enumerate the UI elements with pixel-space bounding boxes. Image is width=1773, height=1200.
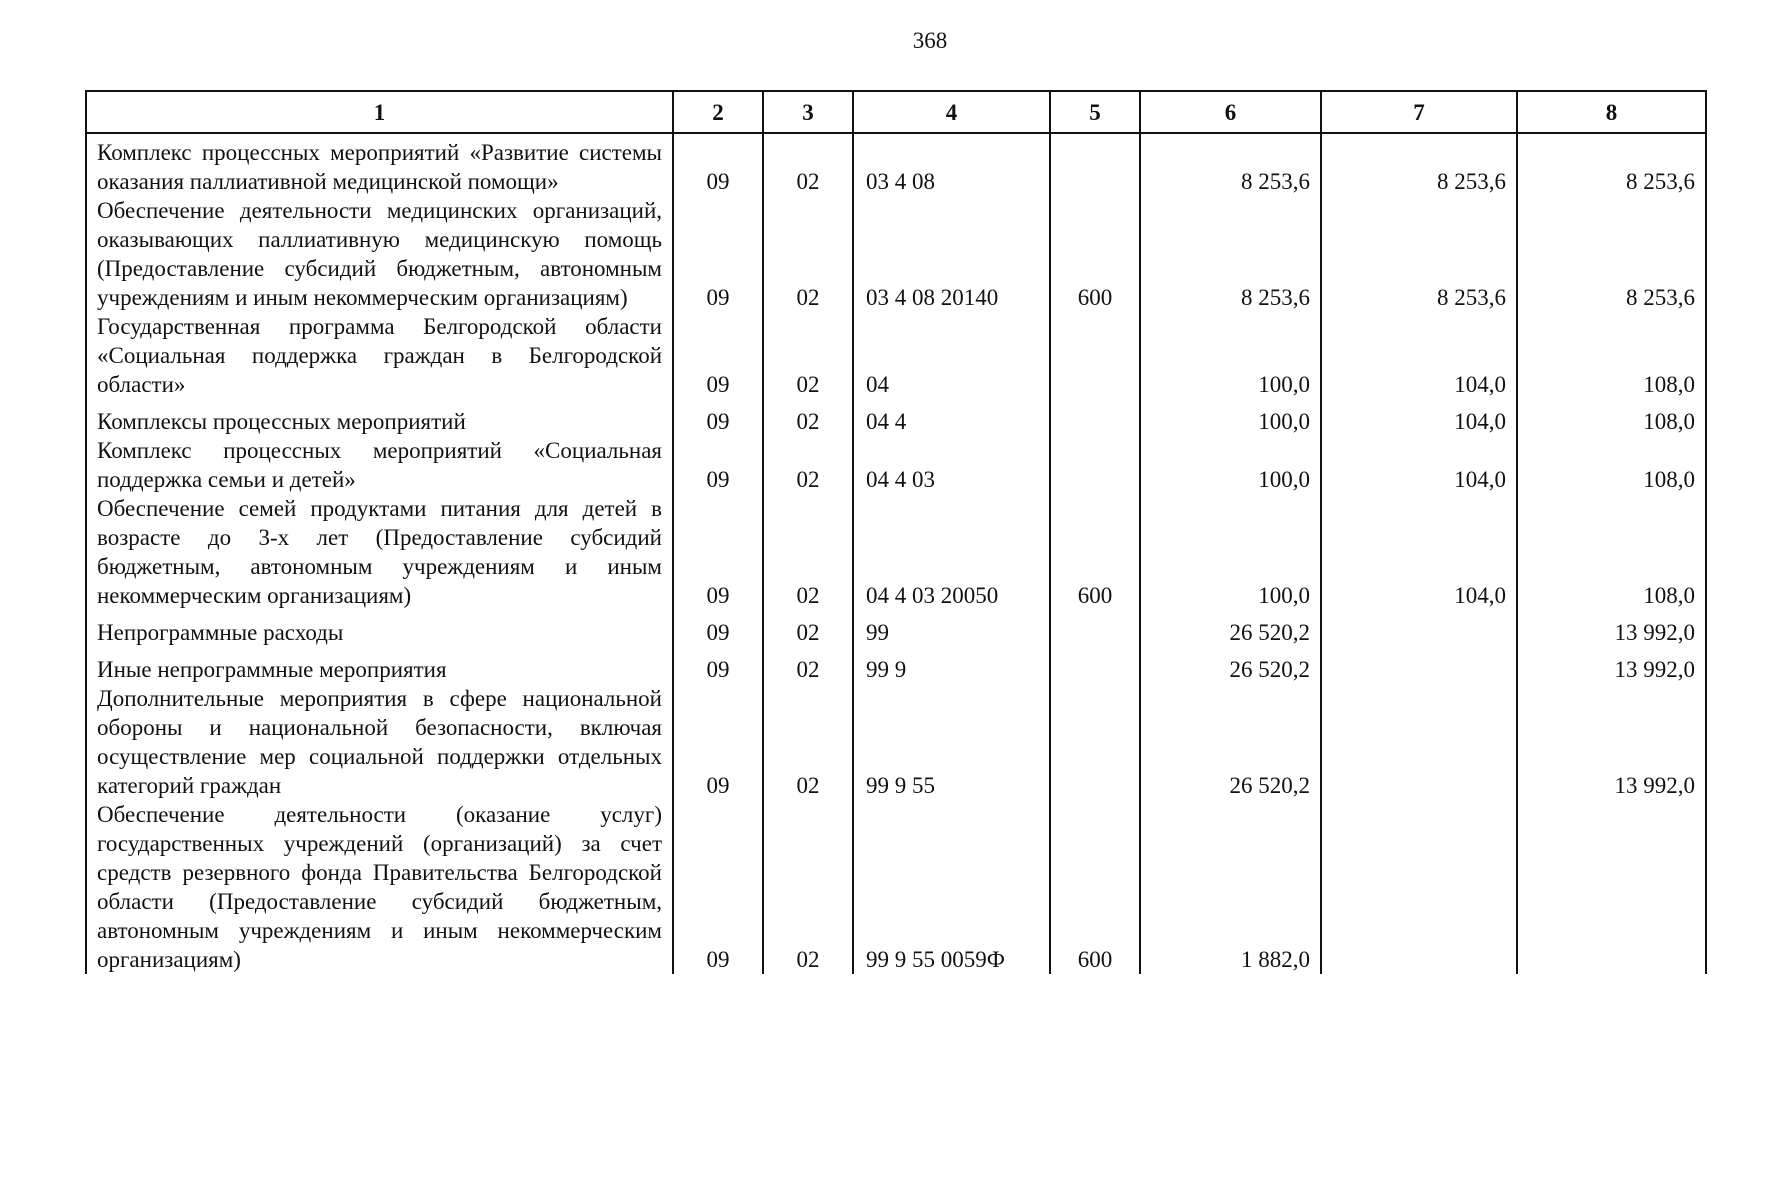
row-section: 09 [673, 647, 763, 684]
row-amount-year1: 8 253,6 [1140, 133, 1321, 196]
row-section: 09 [673, 196, 763, 312]
row-amount-year1: 100,0 [1140, 436, 1321, 494]
row-subsection: 02 [763, 133, 853, 196]
row-amount-year2: 8 253,6 [1321, 133, 1517, 196]
table-row [86, 800, 1706, 974]
row-section: 09 [673, 494, 763, 610]
row-type-code [1050, 399, 1140, 436]
row-target-code: 04 4 03 20050 [853, 494, 1050, 610]
row-amount-year1: 100,0 [1140, 494, 1321, 610]
row-amount-year1: 26 520,2 [1140, 684, 1321, 800]
row-type-code [1050, 610, 1140, 647]
row-name: Непрограммные расходы [86, 610, 673, 647]
row-target-code: 04 [853, 312, 1050, 399]
header-col-1: 1 [86, 91, 673, 133]
row-type-code [1050, 684, 1140, 800]
row-amount-year3: 108,0 [1517, 312, 1706, 399]
table-row [86, 196, 1706, 312]
row-target-code: 04 4 03 [853, 436, 1050, 494]
row-name: Комплекс процессных мероприятий «Социальная поддержка семьи и детей» [86, 436, 673, 494]
row-type-code [1050, 436, 1140, 494]
row-amount-year1: 26 520,2 [1140, 647, 1321, 684]
header-row [86, 91, 1706, 133]
row-name: Государственная программа Белгородской области «Социальная поддержка граждан в Белгородской области» [86, 312, 673, 399]
row-amount-year2: 104,0 [1321, 312, 1517, 399]
row-name: Комплексы процессных мероприятий [86, 399, 673, 436]
row-section: 09 [673, 610, 763, 647]
row-amount-year3: 13 992,0 [1517, 647, 1706, 684]
row-section: 09 [673, 133, 763, 196]
row-name: Обеспечение деятельности (оказание услуг) государственных учреждений (организаций) за счет средств резервного фонда Правительства Белгородской области (Предоставление субсидий бюджетным, автономным учреждениям и иным некоммерческим организациям) [86, 800, 673, 974]
header-col-4: 4 [853, 91, 1050, 133]
row-name: Дополнительные мероприятия в сфере национальной обороны и национальной безопасности, включая осуществление мер социальной поддержки отдельных категорий граждан [86, 684, 673, 800]
header-col-2: 2 [673, 91, 763, 133]
row-amount-year1: 26 520,2 [1140, 610, 1321, 647]
row-target-code: 03 4 08 [853, 133, 1050, 196]
row-amount-year3 [1517, 800, 1706, 974]
row-amount-year2: 8 253,6 [1321, 196, 1517, 312]
row-amount-year3: 108,0 [1517, 494, 1706, 610]
row-target-code: 99 9 55 0059Ф [853, 800, 1050, 974]
table-row [86, 647, 1706, 684]
row-amount-year1: 1 882,0 [1140, 800, 1321, 974]
row-amount-year3: 13 992,0 [1517, 610, 1706, 647]
row-subsection: 02 [763, 399, 853, 436]
row-amount-year3: 108,0 [1517, 436, 1706, 494]
row-target-code: 99 9 55 [853, 684, 1050, 800]
row-subsection: 02 [763, 436, 853, 494]
row-type-code: 600 [1050, 800, 1140, 974]
row-type-code [1050, 647, 1140, 684]
header-col-7: 7 [1321, 91, 1517, 133]
row-name: Комплекс процессных мероприятий «Развитие системы оказания паллиативной медицинской помощи» [86, 133, 673, 196]
row-amount-year3: 8 253,6 [1517, 196, 1706, 312]
row-subsection: 02 [763, 610, 853, 647]
row-target-code: 99 [853, 610, 1050, 647]
row-amount-year2 [1321, 684, 1517, 800]
table-row [86, 436, 1706, 494]
row-amount-year2: 104,0 [1321, 399, 1517, 436]
row-type-code: 600 [1050, 494, 1140, 610]
row-target-code: 99 9 [853, 647, 1050, 684]
row-name: Обеспечение деятельности медицинских организаций, оказывающих паллиативную медицинскую помощь (Предоставление субсидий бюджетным, автономным учреждениям и иным некоммерческим организациям) [86, 196, 673, 312]
row-section: 09 [673, 436, 763, 494]
table-row [86, 610, 1706, 647]
row-section: 09 [673, 800, 763, 974]
row-type-code [1050, 133, 1140, 196]
row-type-code: 600 [1050, 196, 1140, 312]
header-col-3: 3 [763, 91, 853, 133]
row-amount-year2 [1321, 647, 1517, 684]
row-amount-year3: 108,0 [1517, 399, 1706, 436]
row-amount-year1: 100,0 [1140, 399, 1321, 436]
row-subsection: 02 [763, 647, 853, 684]
table-row [86, 133, 1706, 196]
row-name: Обеспечение семей продуктами питания для детей в возрасте до 3-х лет (Предоставление субсидий бюджетным, автономным учреждениям и иным некоммерческим организациям) [86, 494, 673, 610]
row-amount-year3: 13 992,0 [1517, 684, 1706, 800]
row-section: 09 [673, 399, 763, 436]
table-row [86, 684, 1706, 800]
row-section: 09 [673, 684, 763, 800]
row-subsection: 02 [763, 800, 853, 974]
row-amount-year1: 8 253,6 [1140, 196, 1321, 312]
budget-table [85, 90, 1707, 974]
row-subsection: 02 [763, 494, 853, 610]
row-amount-year3: 8 253,6 [1517, 133, 1706, 196]
row-target-code: 04 4 [853, 399, 1050, 436]
row-amount-year2 [1321, 610, 1517, 647]
row-subsection: 02 [763, 312, 853, 399]
row-target-code: 03 4 08 20140 [853, 196, 1050, 312]
header-col-6: 6 [1140, 91, 1321, 133]
header-col-8: 8 [1517, 91, 1706, 133]
row-section: 09 [673, 312, 763, 399]
table-row [86, 312, 1706, 399]
table-row [86, 494, 1706, 610]
row-name: Иные непрограммные мероприятия [86, 647, 673, 684]
row-subsection: 02 [763, 684, 853, 800]
header-col-5: 5 [1050, 91, 1140, 133]
row-amount-year2 [1321, 800, 1517, 974]
row-amount-year2: 104,0 [1321, 494, 1517, 610]
row-type-code [1050, 312, 1140, 399]
table-row [86, 399, 1706, 436]
row-subsection: 02 [763, 196, 853, 312]
row-amount-year2: 104,0 [1321, 436, 1517, 494]
row-amount-year1: 100,0 [1140, 312, 1321, 399]
page-number: 368 [912, 28, 948, 53]
